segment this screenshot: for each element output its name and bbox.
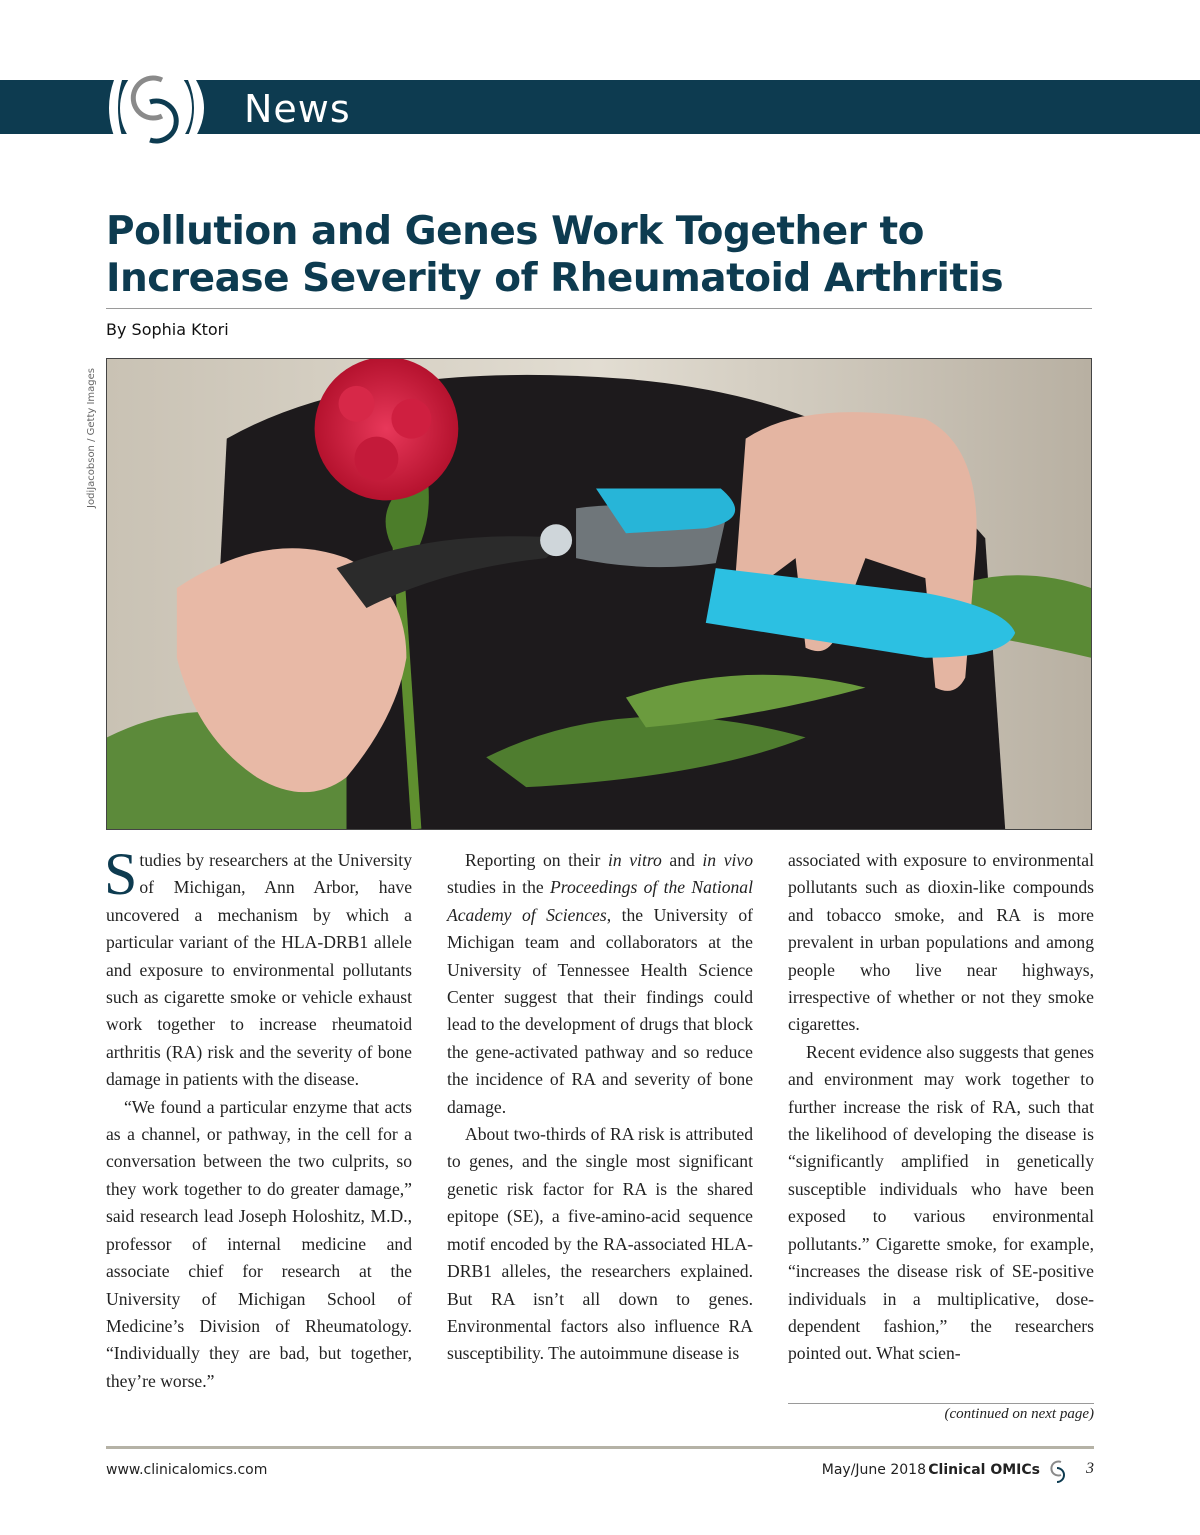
clinical-omics-small-logo-icon [1046,1458,1074,1484]
article-photo [106,358,1092,830]
footer-meta [790,1458,1096,1484]
text-run: , the University of Michigan team and collaborators at the University of Tennessee Health Science Center suggest that their findings could lead to the development of drugs that block the gene-activated pathway and so reduce the incidence of RA and severity of bone damage. [447,904,753,1117]
italic-term: in vivo [702,850,753,870]
paragraph-pollutants: associated with exposure to environmental pollutants such as dioxin-like compounds and tobacco smoke, and RA is more prevalent in urban populations and among people who live near highways, irrespective of whether or not they smoke cigarettes. [788,850,1094,1035]
footer-url: www.clinicalomics.com [106,1462,268,1478]
drop-cap: S [104,841,138,907]
article-headline: Pollution and Genes Work Together to Increase Severity of Rheumatoid Arthritis [106,209,1004,301]
text-run: and [661,850,703,870]
paragraph-genetics: About two-thirds of RA risk is attributed to genes, and the single most significant genetic risk factor for RA is the shared epitope (SE), a five-amino-acid sequence motif encoded by the RA-associated HLA-DRB1 alleles, the researchers explained. But RA isn’t all down to genes. Environmental factors also influence RA susceptibility. The autoimmune disease is [447,1124,753,1364]
text-run: studies in the [447,877,550,898]
article-column-3 [788,847,1094,1368]
journal-name: Proceedings of the National Academy of Sciences [447,877,753,925]
magazine-name: Clinical OMICs [928,1462,1040,1478]
paragraph-quote: “We found a particular enzyme that acts as a channel, or pathway, in the cell for a conversation between the two culprits, so they work together to do greater damage,” said research lead Joseph Holoshitz, M.D., professor of internal medicine and associate chief for research at the University of Michigan School of Medicine’s Division of Rheumatology. “Individually they are bad, but together, they’re worse.” [106,1096,412,1391]
byline: By Sophia Ktori [106,320,229,339]
paragraph-reporting [447,847,753,1121]
paragraph-intro-text: tudies by researchers at the University of Michigan, Ann Arbor, have uncovered a mechanism by which a particular variant of the HLA-DRB1 allele and exposure to environmental pollutants such as cigarette smoke or vehicle exhaust work together to increase rheumatoid arthritis (RA) risk and the severity of bone damage in patients with the disease. [106,850,412,1090]
paragraph-evidence: Recent evidence also suggests that genes and environment may work together to further increase the risk of RA, such that the likelihood of developing the disease is “significantly amplified in genetically susceptible individuals who have been exposed to various environmental pollutants.” Cigarette smoke, for example, “increases the disease risk of SE-positive individuals in a multiplicative, dose-dependent fashion,” the researchers pointed out. What scien- [788,1041,1094,1364]
page-number: 3 [1086,1460,1094,1477]
photo-credit [86,358,100,508]
issue-date: May/June 2018 [821,1462,926,1478]
clinical-omics-logo-icon [100,62,216,154]
text-run: Reporting on their [465,850,608,870]
continued-note: (continued on next page) [944,1406,1094,1422]
paragraph-intro [104,841,412,1094]
article-column-1 [104,841,412,1395]
section-title: News [244,87,351,131]
article-column-2 [447,847,753,1368]
photo-credit-text: JodiJacobson / Getty Images [86,368,97,508]
continued-divider [788,1403,1094,1404]
italic-term: in vitro [607,850,662,870]
footer-divider [106,1446,1094,1449]
headline-divider [106,308,1092,309]
